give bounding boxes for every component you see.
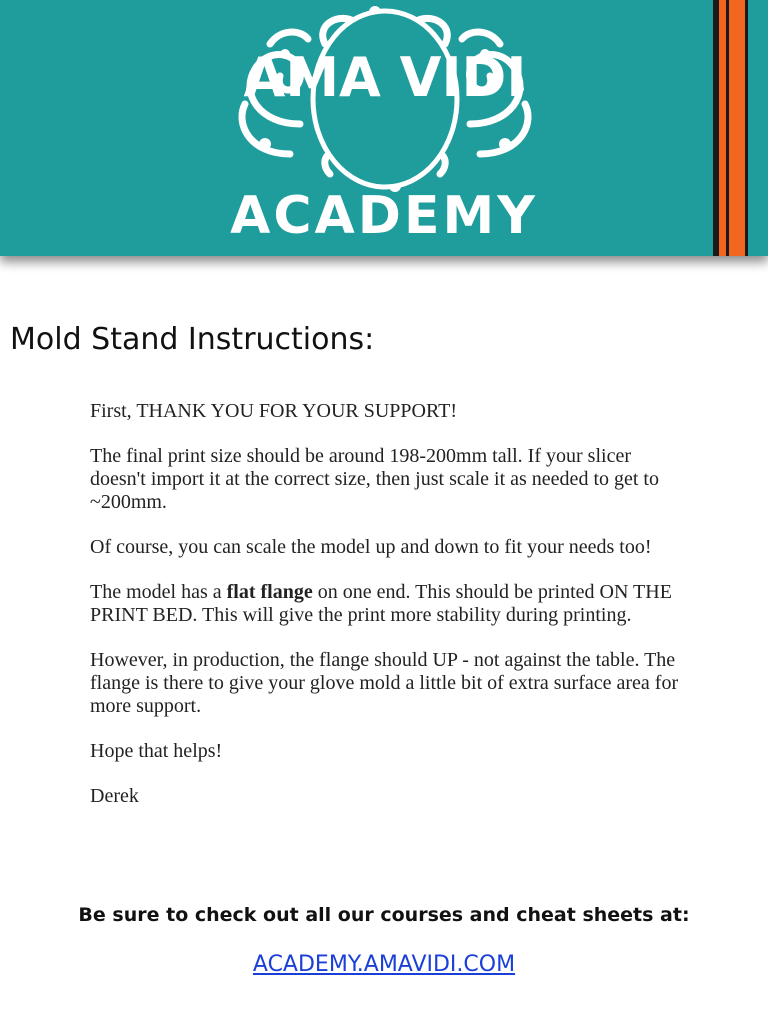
academy-wordmark: ACADEMY: [230, 186, 538, 246]
letter-paragraph: Hope that helps!: [90, 740, 223, 762]
logo-text: AMA VIDI: [243, 46, 527, 109]
letter-paragraph: [90, 581, 690, 627]
signature: Derek: [90, 785, 139, 807]
text-span: on one end. This should be printed ON THE PRINT BED. This will give the print more stability during printing.: [90, 581, 672, 626]
text-span: The model has a: [90, 581, 227, 603]
footer-cta: Be sure to check out all our courses and cheat sheets at:: [78, 904, 690, 926]
bold-phrase: flat flange: [226, 581, 313, 603]
letter-paragraph: The final print size should be around 198-200mm tall. If your slicer doesn't import it at the correct size, then just scale it as needed to get to ~200mm.: [90, 445, 659, 513]
amavidi-logo: [230, 4, 540, 194]
page-title: Mold Stand Instructions:: [10, 322, 375, 357]
instructions-letter: [90, 400, 690, 830]
letter-paragraph: Of course, you can scale the model up and down to fit your needs too!: [90, 536, 652, 558]
academy-link[interactable]: ACADEMY.AMAVIDI.COM: [252, 952, 516, 977]
header-banner: [0, 0, 768, 256]
letter-paragraph: First, THANK YOU FOR YOUR SUPPORT!: [90, 400, 458, 422]
letter-paragraph: However, in production, the flange should UP - not against the table. The flange is there to give your glove mold a little bit of extra surface area for more support.: [90, 649, 679, 717]
